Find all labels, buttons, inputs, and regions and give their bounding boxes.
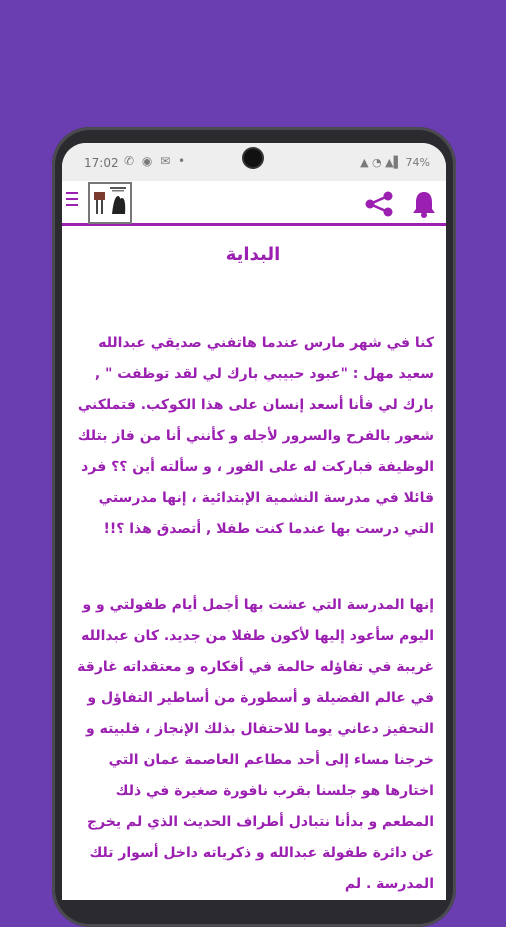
article-title: البداية — [225, 244, 281, 265]
logo-graphic — [90, 184, 130, 222]
phone-screen — [62, 143, 446, 900]
bell-icon[interactable] — [412, 190, 436, 218]
app-logo[interactable] — [88, 182, 132, 224]
status-right-group — [360, 156, 430, 169]
front-camera — [244, 149, 262, 167]
app-bar — [62, 181, 446, 226]
menu-icon[interactable] — [66, 192, 78, 210]
share-icon[interactable] — [364, 191, 394, 217]
notification-icons: ✆ ◉ ✉ • — [124, 154, 188, 168]
article-paragraph: إنها المدرسة التي عشت بها أجمل أيام طفولتي و و اليوم سأعود إليها لأكون طفلا من جديد. كان عبدالله غريبة في تفاؤله حالمة في أفكاره و معتقداته غارقة في عالم الفضيلة و أسطورة من أساطير التفاؤل و التحفيز دعاني يوما للاحتفال بذلك الإنجاز ، فلبيته و خرجنا مساء إلى أحد مطاعم العاصمة عمان التي اختارها هو جلسنا بقرب نافورة صغيرة في ذلك المطعم و بدأنا نتبادل أطراف الحديث الذي لم يخرج عن دائرة طفولة عبدالله و ذكرياته داخل أسوار تلك المدرسة . لم — [77, 597, 434, 892]
battery-percentage: 74% — [405, 156, 430, 169]
article-paragraph: كنا في شهر مارس عندما هاتفني صديقي عبدالله سعيد مهل : "عبود حبيبي بارك لي لقد توظفت " , بارك لي فأنا أسعد إنسان على هذا الكوكب. فتملكني شعور بالفرح والسرور لأجله و كأنني أنا من فاز بتلك الوظيفة فباركت له على الفور ، و سألته أين ؟؟ فرد قائلا في مدرسة النشمية الإبتدائية ، إنها مدرستي التي درست بها عندما كنت طفلا , أتصدق هذا ؟!! — [77, 335, 434, 537]
article-content — [62, 244, 446, 900]
status-bar — [62, 143, 446, 181]
status-time: 17:02 — [84, 156, 119, 170]
signal-icon: ▲ ◔ ▲▌ — [360, 156, 403, 169]
